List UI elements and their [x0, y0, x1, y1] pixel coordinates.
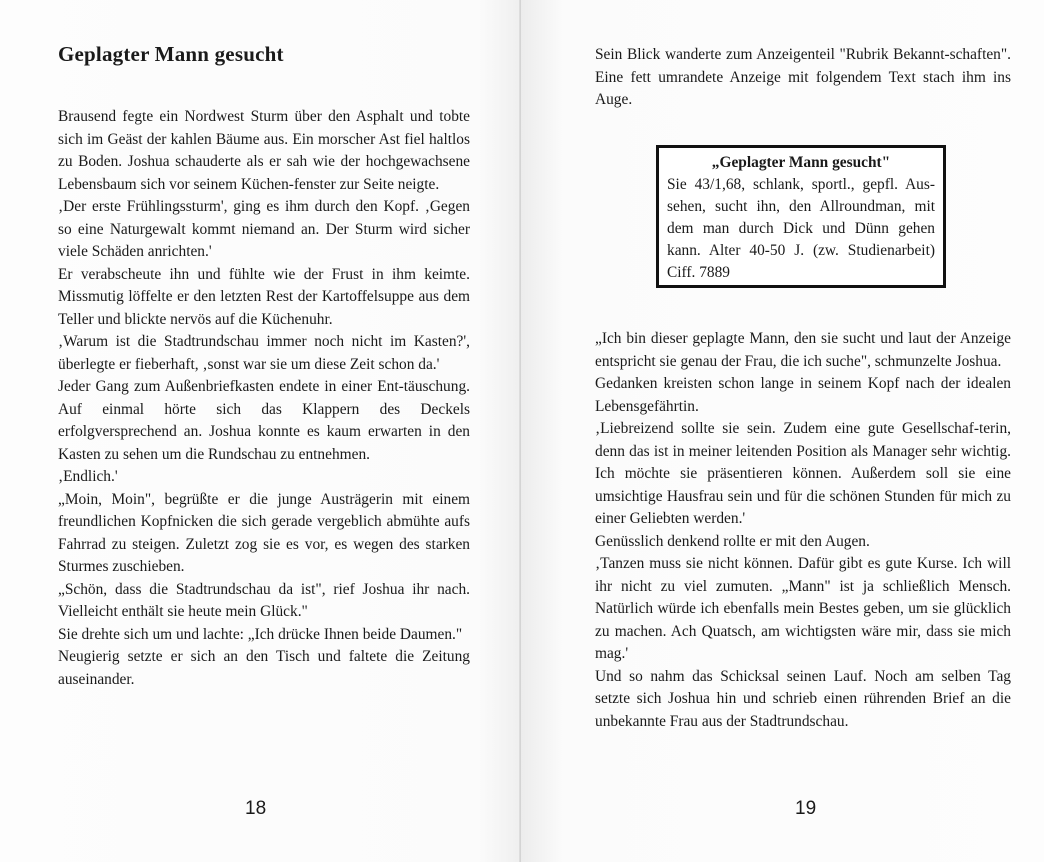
ad-title: „Geplagter Mann gesucht" — [711, 154, 891, 171]
paragraph: Jeder Gang zum Außenbriefkasten endete in einer Ent-täuschung. Auf einmal hörte sich das Klappern des Deckels erfolgversprechend an. Joshua konnte es kaum erwarten in den Kasten zu sehen um die Rundschau zu entnehmen. — [58, 378, 470, 463]
ad-body: Sie 43/1,68, schlank, sportl., gepfl. Aus-sehen, sucht ihn, den Allroundman, mit dem man durch Dick und Dünn gehen kann. Alter 40-50 J. (zw. Studienarbeit) Ciff. 7889 — [667, 176, 935, 281]
paragraph: Neugierig setzte er sich an den Tisch und faltete die Zeitung auseinander. — [58, 648, 470, 688]
paragraph: Brausend fegte ein Nordwest Sturm über den Asphalt und tobte sich im Geäst der kahlen Bäume aus. Ein morscher Ast fiel haltlos zu Boden. Joshua schauderte als er sah wie der hochgewachsene Lebensbaum sich vor seinem Küchen-fenster zur Seite neigte. — [58, 108, 470, 193]
classified-ad-box — [656, 145, 946, 288]
left-page — [0, 0, 521, 862]
chapter-title: Geplagter Mann gesucht — [58, 42, 284, 66]
paragraph: „Schön, dass die Stadtrundschau da ist", rief Joshua ihr nach. Vielleicht enthält sie heute mein Glück." — [58, 580, 470, 620]
paragraph: Gedanken kreisten schon lange in seinem Kopf nach der idealen Lebensgefährtin. — [595, 375, 1011, 415]
page-number-left: 18 — [245, 798, 267, 819]
left-page-body — [58, 106, 470, 691]
paragraph: Sie drehte sich um und lachte: „Ich drücke Ihnen beide Daumen." — [58, 625, 463, 643]
paragraph: Er verabscheute ihn und fühlte wie der Frust in ihm keimte. Missmutig löffelte er den letzten Rest der Kartoffelsuppe aus dem Teller und blickte nervös auf die Küchenuhr. — [58, 265, 470, 328]
paragraph: Und so nahm das Schicksal seinen Lauf. Noch am selben Tag setzte sich Joshua hin und schrieb einen rührenden Brief an die unbekannte Frau aus der Stadtrundschau. — [595, 667, 1011, 730]
paragraph: ‚Der erste Frühlingssturm', ging es ihm durch den Kopf. ‚Gegen so eine Naturgewalt kommt niemand an. Der Sturm wird sicher viele Schäden anrichten.' — [58, 198, 470, 260]
paragraph: „Ich bin dieser geplagte Mann, den sie sucht und laut der Anzeige entspricht sie genau der Frau, die ich suche", schmunzelte Joshua. — [595, 330, 1011, 370]
paragraph: „Moin, Moin", begrüßte er die junge Austrägerin mit einem freundlichen Kopfnicken die sich gerade vergeblich abmühte aufs Fahrrad zu steigen. Zuletzt zog sie es vor, es wegen des starken Sturmes zuschieben. — [58, 490, 470, 575]
page-number-right: 19 — [795, 798, 817, 819]
paragraph: ‚Warum ist die Stadtrundschau immer noch nicht im Kasten?', überlegte er fieberhaft, ‚sonst war sie um diese Zeit schon da.' — [58, 333, 470, 373]
paragraph: Sein Blick wanderte zum Anzeigenteil "Rubrik Bekannt-schaften". Eine fett umrandete Anzeige mit folgendem Text stach ihm ins Auge. — [595, 46, 1011, 108]
paragraph: ‚Endlich.' — [58, 468, 118, 485]
paragraph: ‚Tanzen muss sie nicht können. Dafür gibt es gute Kurse. Ich will ihr nicht zu viel zumuten. „Mann" ist ja schließlich Mensch. Natürlich würde ich ebenfalls mein Bestes geben, um sie glücklich zu machen. Ach Quatsch, am wichtigsten wäre mir, dass sie mich mag.' — [595, 555, 1011, 662]
right-page-intro — [595, 44, 1011, 112]
paragraph: ‚Liebreizend sollte sie sein. Zudem eine gute Gesellschaf-terin, denn das ist in meiner leitenden Position als Manager sehr wichtig. Ich möchte sie präsentieren können. Außerdem soll sie eine umsichtige Hausfrau sein und für die schönen Stunden für mich zu einer Geliebten werden.' — [595, 420, 1011, 527]
right-page-body — [595, 328, 1011, 733]
paragraph: Genüsslich denkend rollte er mit den Augen. — [595, 532, 870, 550]
